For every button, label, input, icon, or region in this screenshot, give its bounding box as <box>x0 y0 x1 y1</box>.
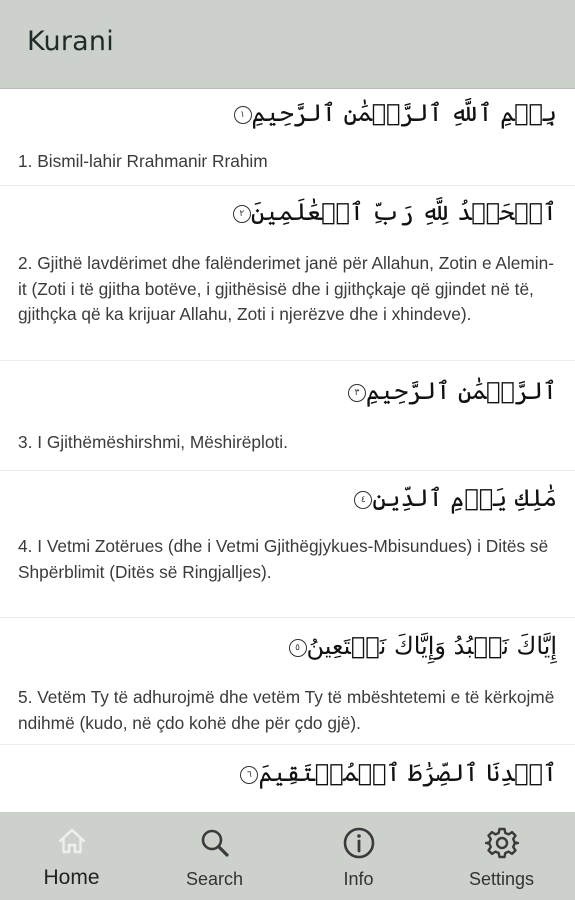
verse-item[interactable] <box>0 360 575 471</box>
verse-item[interactable] <box>0 744 575 813</box>
verse-arabic-text: ٱهۡدِنَا ٱلصِّرَٰطَ ٱلۡمُسۡتَقِيمَ <box>258 759 557 787</box>
verse-translation: 5. Vetëm Ty të adhurojmë dhe vetëm Ty të mbështetemi e të kërkojmë ndihmë (kudo, në çdo kohë dhe për çdo gjë). <box>18 687 555 733</box>
nav-info-label: Info <box>343 869 374 889</box>
verse-arabic <box>348 484 557 512</box>
home-icon <box>55 824 89 858</box>
verse-arabic <box>227 198 557 226</box>
nav-settings-button[interactable] <box>430 812 573 900</box>
gear-icon <box>485 826 519 860</box>
nav-info-button[interactable] <box>287 812 430 900</box>
verse-arabic <box>283 632 558 660</box>
verse-item[interactable] <box>0 89 575 186</box>
ayah-number-mark: ٦ <box>240 766 258 784</box>
ayah-number-mark: ٣ <box>348 384 366 402</box>
verse-arabic-text: ٱلۡحَمۡدُ لِلَّهِ رَبِّ ٱلۡعَٰلَمِينَ <box>250 198 557 226</box>
verse-translation: 1. Bismil-lahir Rrahmanir Rrahim <box>18 151 268 171</box>
verse-arabic-text: مَٰلِكِ يَوۡمِ ٱلدِّينِ <box>372 484 557 512</box>
verse-translation: 2. Gjithë lavdërimet dhe falënderimet janë për Allahun, Zotin e Alemin-it (Zoti i të gjitha botëve, i gjithësisë dhe i gjithçkaje që gjindet në të, gjithçka që ka krijuar Allahu, Zoti i njerëzve dhe i xhindeve). <box>18 253 555 324</box>
verse-arabic <box>342 377 557 405</box>
app-bar <box>0 0 575 88</box>
nav-search-label: Search <box>185 869 244 889</box>
verse-list[interactable] <box>0 88 575 813</box>
search-icon <box>198 826 232 860</box>
verse-item[interactable] <box>0 185 575 361</box>
nav-settings-label: Settings <box>468 869 535 889</box>
verse-translation: 4. I Vetmi Zotërues (dhe i Vetmi Gjithëgjykues-Mbisundues) i Ditës së Shpërblimit (Ditës së Ringjalljes). <box>18 536 549 582</box>
nav-home-button[interactable] <box>0 812 143 900</box>
ayah-number-mark: ١ <box>234 106 252 124</box>
verse-item[interactable] <box>0 617 575 745</box>
verse-arabic <box>234 759 557 787</box>
nav-search-button[interactable] <box>143 812 286 900</box>
verse-arabic-text: بِسۡمِ ٱللَّهِ ٱلرَّحۡمَٰنِ ٱلرَّحِيمِ <box>251 99 557 127</box>
ayah-number-mark: ٥ <box>289 639 307 657</box>
info-icon <box>342 826 376 860</box>
app-title: Kurani <box>27 26 114 57</box>
verse-item[interactable] <box>0 470 575 618</box>
nav-home-label: Home <box>43 866 100 889</box>
verse-arabic <box>228 99 558 127</box>
verse-arabic-text: ٱلرَّحۡمَٰنِ ٱلرَّحِيمِ <box>365 377 557 405</box>
bottom-navigation <box>0 812 575 900</box>
ayah-number-mark: ٢ <box>233 205 251 223</box>
verse-translation: 3. I Gjithëmëshirshmi, Mëshirëploti. <box>18 432 288 452</box>
verse-arabic-text: إِيَّاكَ نَعۡبُدُ وَإِيَّاكَ نَسۡتَعِينُ <box>306 632 557 660</box>
ayah-number-mark: ٤ <box>354 491 372 509</box>
